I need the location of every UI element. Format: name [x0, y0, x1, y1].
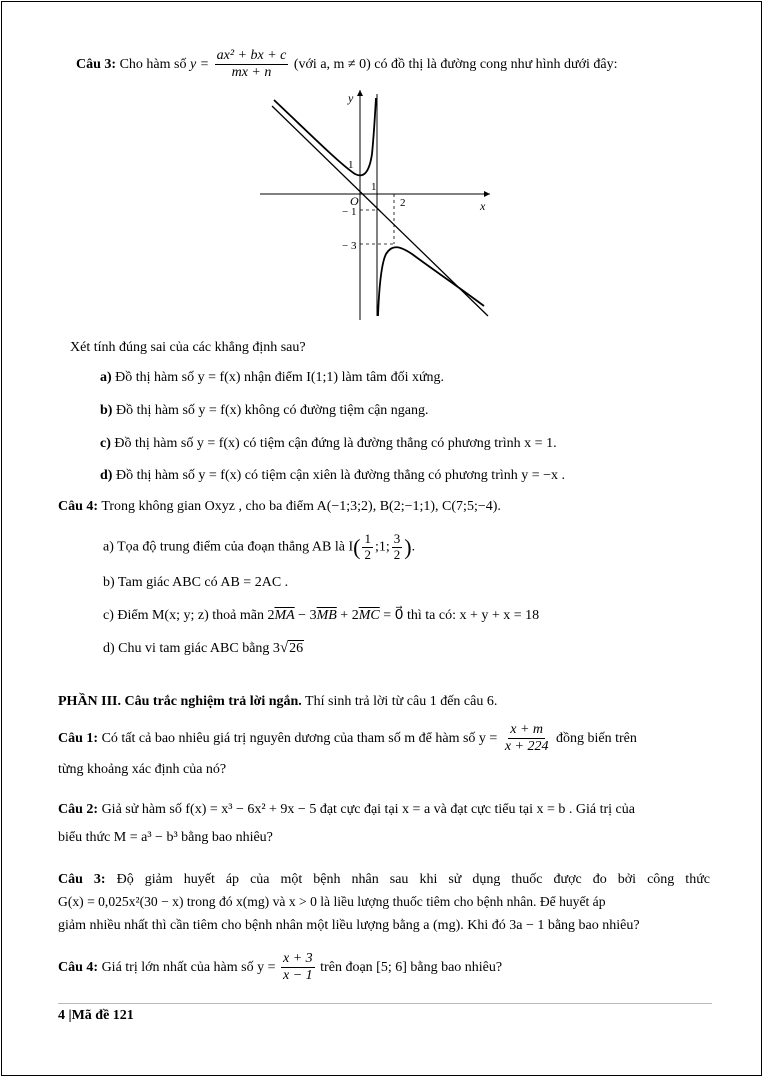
- p2-line2: biểu thức M = a³ − b³ bằng bao nhiêu?: [58, 830, 273, 845]
- p1-fraction: [503, 722, 551, 755]
- paren-close: ): [404, 534, 412, 560]
- q3-intro: Cho hàm số: [119, 56, 187, 72]
- function-graph: [260, 84, 495, 324]
- p3-text: Độ giảm huyết áp của một bệnh nhân sau khi sử dụng thuốc được đo bởi công thức: [116, 872, 710, 887]
- q4-item-a: a) Tọa độ trung điểm của đoạn thẳng AB là I( $\frac{1}{2}$ ;1; $\frac{3}{2}$ ).: [103, 531, 416, 562]
- frac-den: 2: [364, 546, 371, 562]
- vector-ma: $\overline{MA}$: [274, 608, 295, 623]
- page-footer: 4 |Mã đề 121: [58, 1008, 134, 1023]
- frac-num: 1: [364, 531, 371, 546]
- q3-item-c: [100, 436, 557, 452]
- q4-text: Trong không gian Oxyz , cho ba điểm A(−1;3;2), B(2;−1;1), C(7;5;−4).: [101, 499, 501, 514]
- vector-mc: $\overline{MC}$: [358, 608, 380, 623]
- curve-left-branch: [274, 98, 376, 175]
- q4-a-mid: ;1;: [374, 539, 390, 555]
- q3-item-a: [100, 370, 444, 386]
- item-text: Đồ thị hàm số y = f(x) nhận điểm I(1;1) làm tâm đối xứng.: [115, 370, 445, 385]
- q4-c-mid1: − 3: [294, 608, 317, 623]
- sqrt-sign: √: [279, 640, 289, 656]
- y-tick-neg1: − 1: [342, 206, 357, 218]
- p1-line1: [58, 722, 637, 755]
- x-tick-2: 2: [400, 197, 406, 209]
- q3-header: [76, 48, 618, 81]
- frac-num: x + m: [508, 722, 545, 739]
- p1-text-end: đồng biến trên: [555, 730, 637, 746]
- item-key: a): [100, 370, 112, 385]
- p4-text-end: trên đoạn [5; 6] bằng bao nhiêu?: [320, 959, 503, 975]
- p2-label: Câu 2:: [58, 802, 99, 817]
- p2-text: Giả sử hàm số f(x) = x³ − 6x² + 9x − 5 đạt cực đại tại x = a và đạt cực tiểu tại x = b . Giá trị của: [101, 802, 635, 817]
- q4-c-mid2: + 2: [336, 608, 359, 623]
- x-tick-1: 1: [371, 181, 377, 193]
- p4-label: Câu 4:: [58, 959, 99, 975]
- q3-item-d: [100, 468, 565, 484]
- frac-den: x + 224: [504, 739, 549, 755]
- p2-line1: [58, 802, 635, 818]
- p3-line3: giảm nhiều nhất thì cần tiêm cho bệnh nhân một liều lượng bằng a (mg). Khi đó 3a − 1 bằng bao nhiêu?: [58, 918, 640, 933]
- frac-half: [362, 532, 373, 563]
- y-axis-label: y: [348, 91, 354, 105]
- sqrt-radicand: 26: [289, 641, 304, 656]
- q3-condition: (với a, m ≠ 0) có đồ thị là đường cong như hình dưới đây:: [293, 56, 618, 72]
- q3-fraction: [215, 48, 289, 81]
- x-axis-label: x: [480, 199, 486, 213]
- frac-three-half: [392, 532, 403, 563]
- q4-d-pre: d) Chu vi tam giác ABC bằng 3: [103, 641, 280, 656]
- p1-label: Câu 1:: [58, 730, 99, 746]
- frac-den: x − 1: [283, 968, 313, 984]
- y-tick-neg3: − 3: [342, 240, 357, 252]
- q4-item-c: [103, 607, 539, 624]
- item-text: Đồ thị hàm số y = f(x) không có đường tiệm cận ngang.: [115, 403, 429, 418]
- item-text: Đồ thị hàm số y = f(x) có tiệm cận xiên là đường thẳng có phương trình y = −x .: [115, 468, 566, 483]
- q4-c-pre: c) Điểm M(x; y; z) thoả mãn 2: [103, 608, 275, 623]
- q4-header: [58, 499, 501, 515]
- q4-label: Câu 4:: [58, 499, 99, 514]
- q3-item-b: [100, 403, 429, 419]
- frac-num: 3: [393, 531, 401, 546]
- frac-num: x + 3: [281, 951, 315, 968]
- q3-y-eq: y =: [189, 56, 210, 72]
- p1-line2: từng khoảng xác định của nó?: [58, 762, 227, 777]
- p1-text: Có tất cả bao nhiêu giá trị nguyên dương của tham số m để hàm số y =: [101, 730, 498, 746]
- p3-line2: G(x) = 0,025x²(30 − x) trong đó x(mg) và x > 0 là liều lượng thuốc tiêm cho bệnh nhân. Để huyết áp: [58, 894, 606, 909]
- q3-prompt: Xét tính đúng sai của các khẳng định sau?: [70, 340, 306, 355]
- p3-label: Câu 3:: [58, 872, 106, 887]
- q4-c-end: = 0⃗ thì ta có: x + y + x = 18: [379, 608, 540, 623]
- p4-text: Giá trị lớn nhất của hàm số y =: [101, 959, 276, 975]
- q4-item-b: b) Tam giác ABC có AB = 2AC .: [103, 575, 289, 590]
- y-tick-1: 1: [348, 159, 354, 171]
- part3-instructions: Thí sinh trả lời từ câu 1 đến câu 6.: [301, 694, 498, 709]
- q4-a-text: a) Tọa độ trung điểm của đoạn thẳng AB là I: [103, 539, 354, 555]
- part3-header: [58, 694, 497, 710]
- curve-right-branch: [378, 247, 484, 316]
- item-key: d): [100, 468, 113, 483]
- vector-mb: $\overline{MB}$: [316, 608, 337, 623]
- footer-divider: [58, 1003, 712, 1004]
- item-text: Đồ thị hàm số y = f(x) có tiệm cận đứng là đường thẳng có phương trình x = 1.: [114, 436, 557, 451]
- q3-denominator: mx + n: [231, 65, 272, 81]
- paren-open: (: [353, 534, 361, 560]
- p4-line: [58, 951, 502, 984]
- p4-fraction: [281, 951, 315, 984]
- origin-label: O: [350, 194, 359, 208]
- q3-label: Câu 3:: [76, 56, 117, 72]
- part3-title: PHẦN III. Câu trắc nghiệm trả lời ngắn.: [58, 694, 302, 709]
- item-key: c): [100, 436, 111, 451]
- q3-numerator: ax² + bx + c: [215, 48, 289, 65]
- q4-item-d: [103, 640, 304, 657]
- item-key: b): [100, 403, 113, 418]
- frac-den: 2: [393, 546, 401, 562]
- p3-line1: [58, 872, 710, 888]
